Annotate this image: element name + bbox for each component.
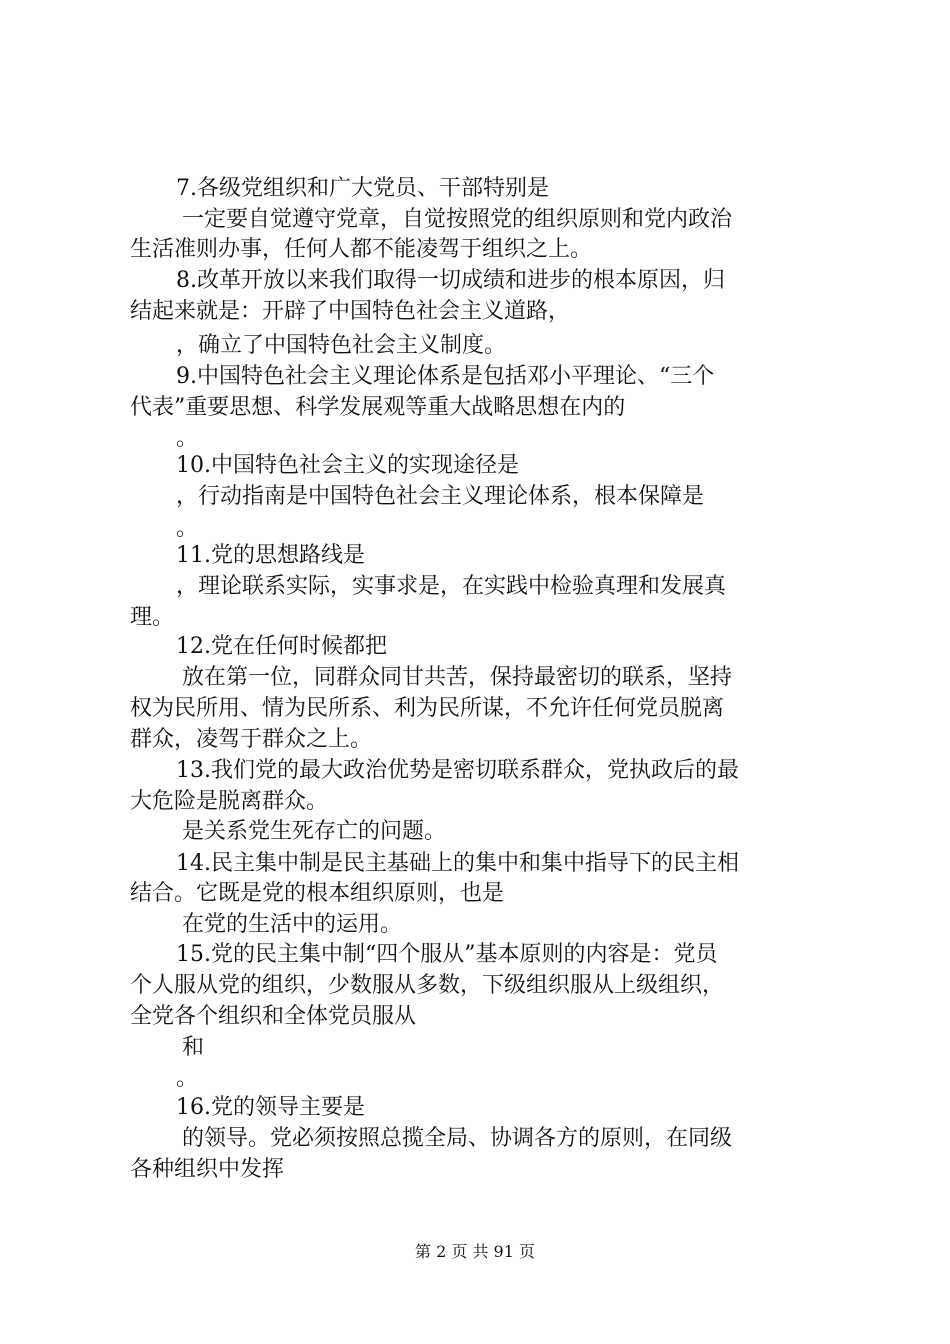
text-line: 7.各级党组织和广大党员、干部特别是 [176, 176, 549, 201]
text-line: 。 [176, 516, 199, 541]
text-line: 11.党的思想路线是 [176, 543, 365, 568]
text-line: 个人服从党的组织，少数服从多数，下级组织服从上级组织， [130, 973, 725, 998]
text-line: 12.党在任何时候都把 [176, 634, 387, 659]
page-number-footer: 第 2 页 共 91 页 [415, 1242, 535, 1261]
text-line: 生活准则办事，任何人都不能凌驾于组织之上。 [130, 237, 593, 262]
text-line: 13.我们党的最大政治优势是密切联系群众，党执政后的最 [176, 758, 739, 783]
text-line: 的领导。党必须按照总揽全局、协调各方的原则，在同级 [182, 1126, 733, 1151]
text-line: 放在第一位，同群众同甘共苦，保持最密切的联系，坚持 [182, 665, 733, 690]
text-line: ，理论联系实际，实事求是，在实践中检验真理和发展真 [176, 574, 727, 599]
text-line: 10.中国特色社会主义的实现途径是 [176, 453, 519, 478]
text-line: 结合。它既是党的根本组织原则，也是 [130, 881, 505, 906]
text-line: 15.党的民主集中制“四个服从”基本原则的内容是：党员 [176, 942, 718, 967]
text-line: 理。 [130, 605, 175, 630]
text-line: 权为民所用、情为民所系、利为民所谋，不允许任何党员脱离 [130, 696, 725, 721]
text-line: ，行动指南是中国特色社会主义理论体系，根本保障是 [176, 484, 705, 509]
text-line: ，确立了中国特色社会主义制度。 [176, 333, 507, 358]
text-line: 是关系党生死存亡的问题。 [182, 819, 447, 844]
text-line: 全党各个组织和全体党员服从 [130, 1004, 417, 1029]
text-line: 。 [176, 1066, 199, 1091]
text-line: 群众，凌驾于群众之上。 [130, 727, 373, 752]
text-line: 大危险是脱离群众。 [130, 789, 329, 814]
text-line: 14.民主集中制是民主基础上的集中和集中指导下的民主相 [176, 851, 739, 876]
text-line: 和 [182, 1035, 205, 1060]
text-line: 代表”重要思想、科学发展观等重大战略思想在内的 [130, 395, 626, 420]
text-line: 各种组织中发挥 [130, 1157, 285, 1182]
text-line: 9.中国特色社会主义理论体系是包括邓小平理论、“三个 [176, 364, 715, 389]
text-line: 8.改革开放以来我们取得一切成绩和进步的根本原因，归 [176, 268, 725, 293]
text-line: 16.党的领导主要是 [176, 1095, 365, 1120]
text-line: 。 [176, 426, 199, 451]
text-line: 在党的生活中的运用。 [182, 912, 403, 937]
text-line: 结起来就是：开辟了中国特色社会主义道路， [130, 299, 571, 324]
text-line: 一定要自觉遵守党章，自觉按照党的组织原则和党内政治 [182, 207, 733, 232]
